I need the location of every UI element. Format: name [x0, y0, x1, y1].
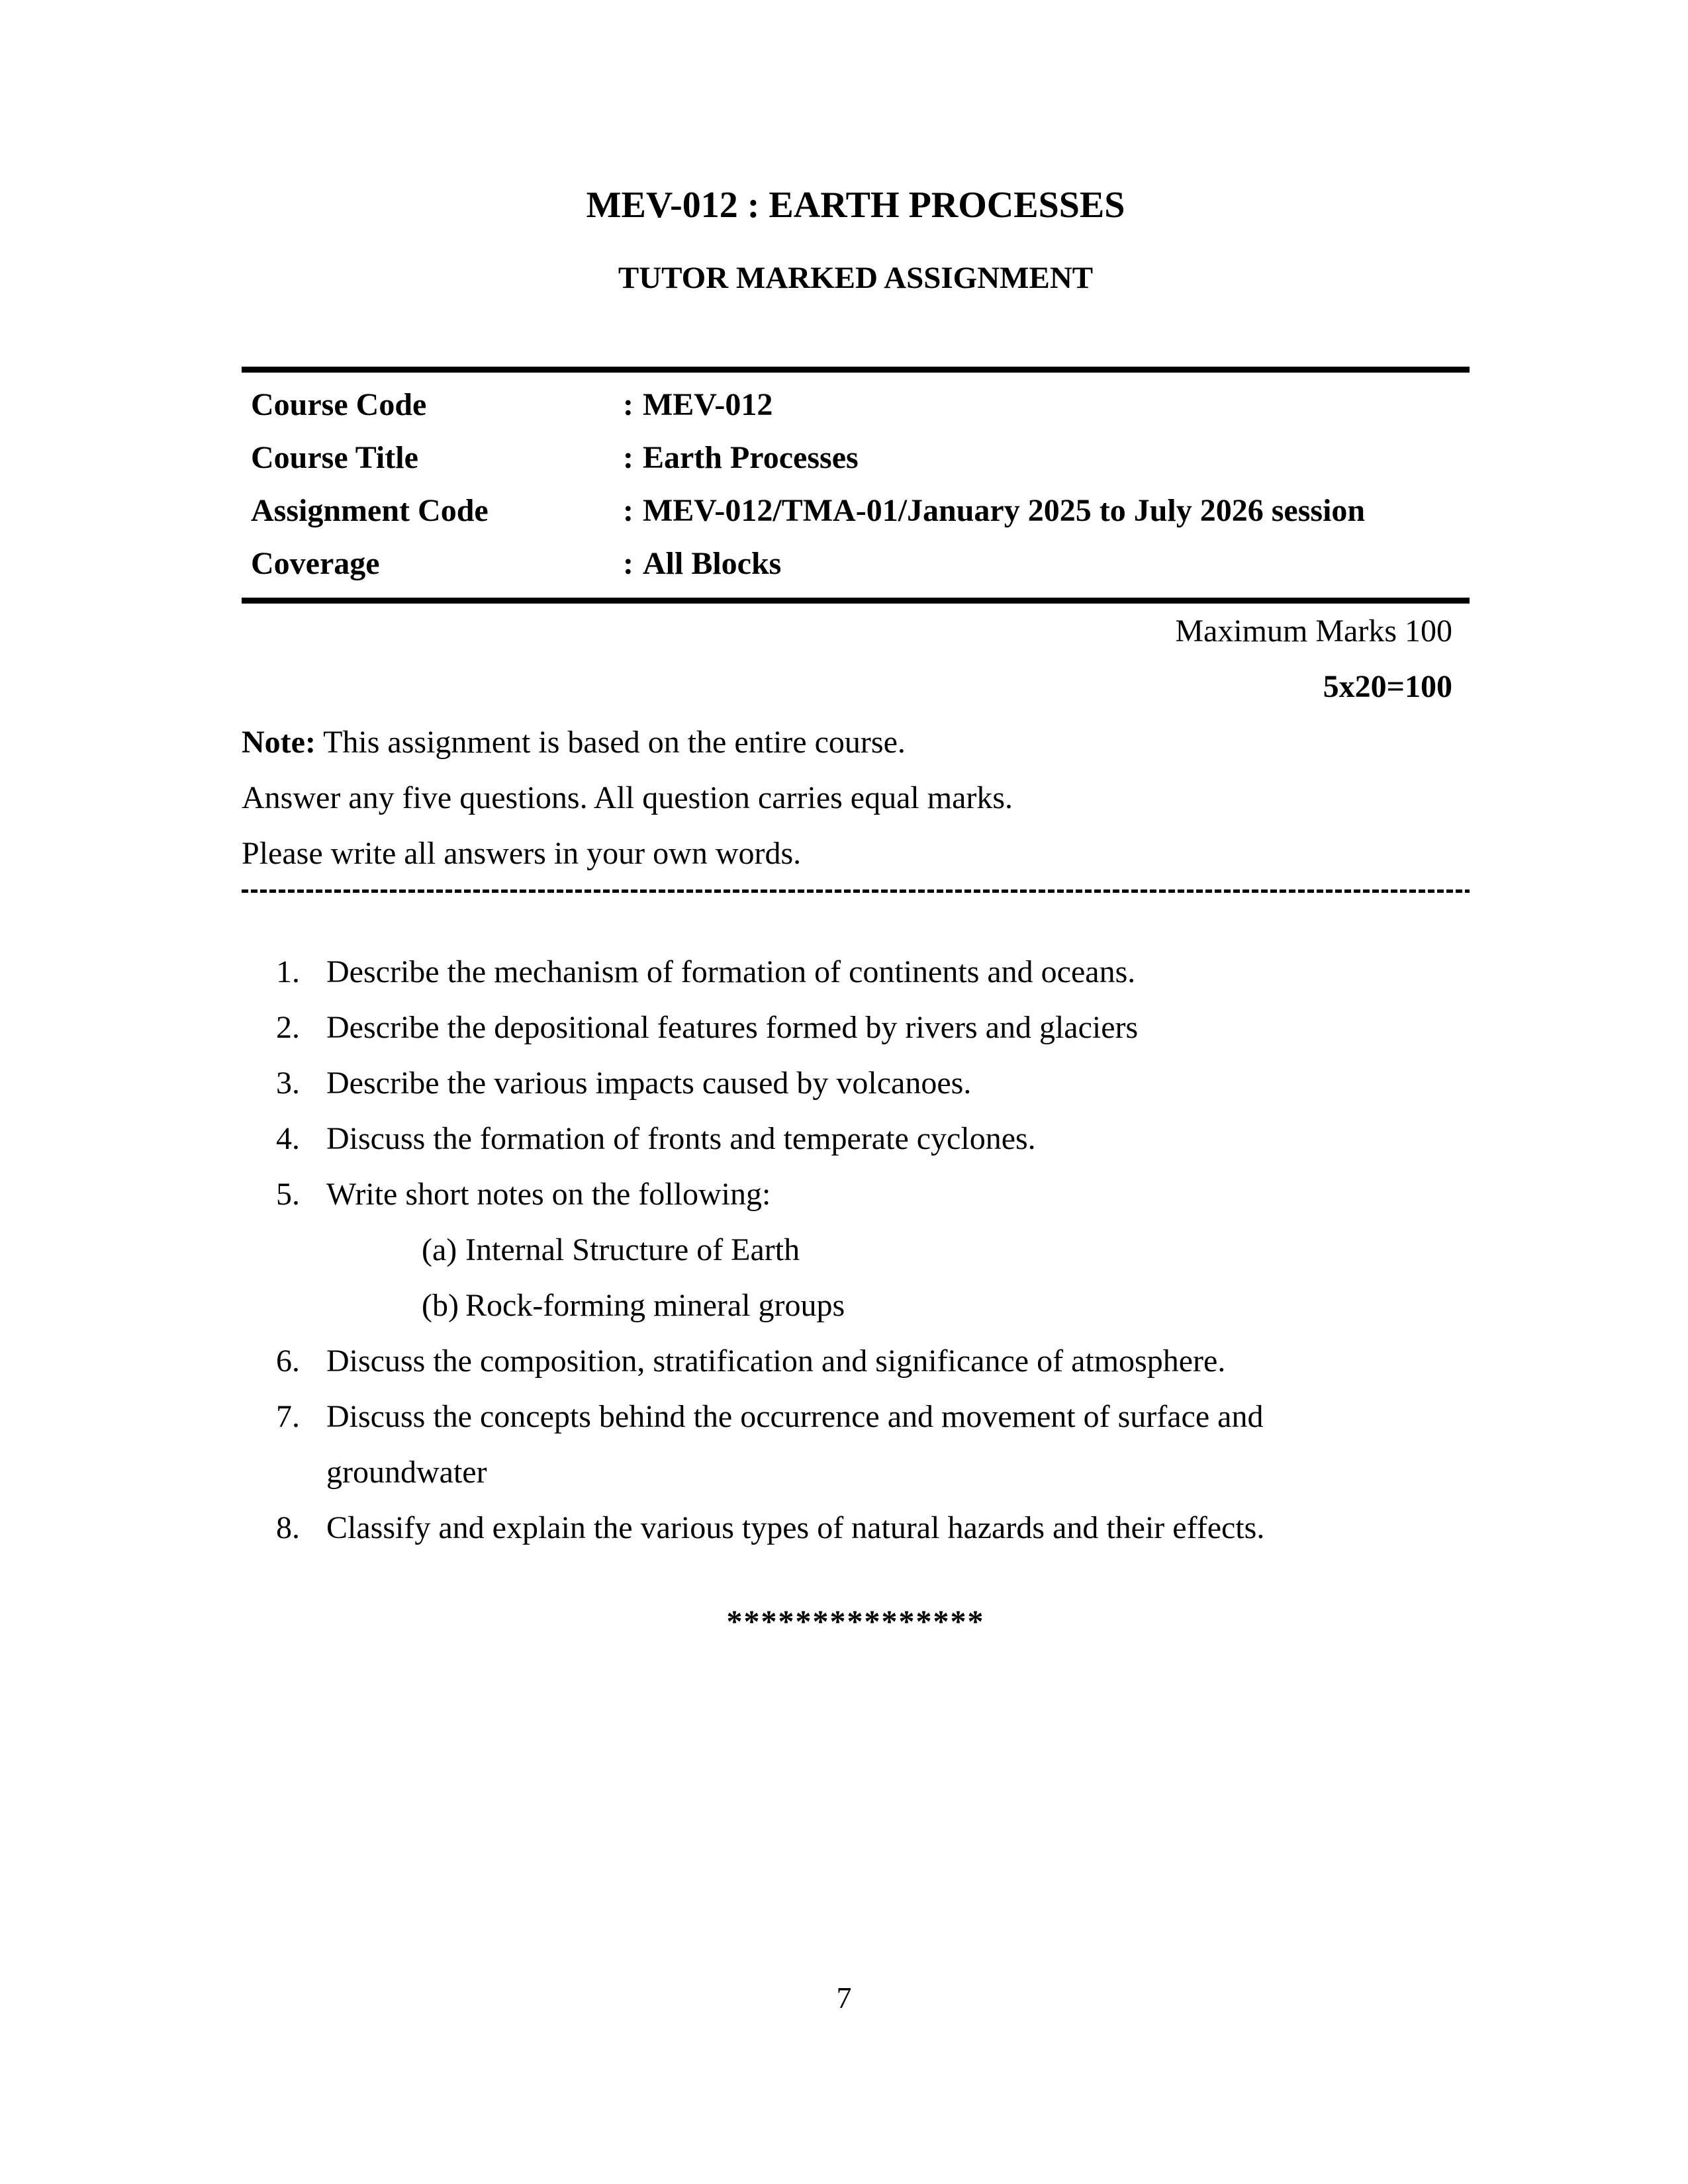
colon-separator: :	[623, 439, 633, 475]
question-1	[242, 944, 1470, 1000]
assignment-code-label: Assignment Code	[251, 492, 489, 528]
course-code-value: MEV-012	[642, 387, 773, 422]
note-line-2: Answer any five questions. All question carries equal marks.	[242, 780, 1013, 815]
colon-separator: :	[623, 492, 633, 528]
question-6	[242, 1334, 1470, 1389]
course-title-value: Earth Processes	[642, 439, 859, 475]
marks-scheme: 5x20=100	[1323, 669, 1452, 704]
question-2-text: Describe the depositional features formed by rivers and glaciers	[326, 1010, 1139, 1045]
note-label: Note:	[242, 725, 316, 760]
question-5-subitem-b	[422, 1278, 1470, 1334]
question-5-subitem-a	[422, 1222, 1470, 1278]
question-4-number: 4.	[276, 1121, 300, 1156]
table-row-coverage	[242, 537, 1470, 590]
end-asterisks: ***************	[726, 1604, 985, 1639]
subitem-a-marker: (a)	[422, 1232, 457, 1267]
question-1-number: 1.	[276, 954, 300, 989]
subitem-b-text: Rock-forming mineral groups	[465, 1288, 845, 1323]
question-8	[242, 1500, 1470, 1556]
question-5-text: Write short notes on the following:	[326, 1177, 771, 1212]
question-6-number: 6.	[276, 1343, 300, 1379]
table-row-assignment-code	[242, 484, 1470, 537]
question-2-number: 2.	[276, 1010, 300, 1045]
assignment-code-value: MEV-012/TMA-01/January 2025 to July 2026 session	[642, 492, 1366, 528]
maximum-marks: Maximum Marks 100	[1175, 614, 1452, 649]
question-5	[242, 1167, 1470, 1222]
note-line-3: Please write all answers in your own words.	[242, 836, 802, 871]
subitem-b-marker: (b)	[422, 1288, 459, 1323]
table-row-course-code	[242, 378, 1470, 431]
question-3-number: 3.	[276, 1066, 300, 1101]
question-8-text: Classify and explain the various types of natural hazards and their effects.	[326, 1510, 1265, 1545]
course-title-label: Course Title	[251, 439, 418, 475]
question-1-text: Describe the mechanism of formation of continents and oceans.	[326, 954, 1136, 989]
question-4-text: Discuss the formation of fronts and temperate cyclones.	[326, 1121, 1036, 1156]
question-7-number: 7.	[276, 1399, 300, 1434]
note-text: This assignment is based on the entire course.	[315, 725, 906, 760]
note-line-1	[242, 715, 1470, 770]
question-6-text: Discuss the composition, stratification and significance of atmosphere.	[326, 1343, 1226, 1379]
dashed-separator	[242, 889, 1470, 893]
coverage-value: All Blocks	[642, 545, 782, 581]
page-subtitle: TUTOR MARKED ASSIGNMENT	[618, 261, 1094, 295]
colon-separator: :	[623, 387, 633, 422]
question-3-text: Describe the various impacts caused by volcanoes.	[326, 1066, 972, 1101]
course-code-label: Course Code	[251, 387, 427, 422]
question-7	[242, 1389, 1470, 1500]
question-5-number: 5.	[276, 1177, 300, 1212]
table-row-course-title	[242, 431, 1470, 484]
question-3	[242, 1056, 1470, 1111]
question-4	[242, 1111, 1470, 1167]
question-2	[242, 1000, 1470, 1056]
course-info-table	[242, 367, 1470, 604]
question-list	[242, 944, 1470, 1556]
subitem-a-text: Internal Structure of Earth	[465, 1232, 800, 1267]
colon-separator: :	[623, 545, 633, 581]
question-7-text: Discuss the concepts behind the occurrence and movement of surface and groundwater	[326, 1399, 1264, 1490]
page-number: 7	[836, 1981, 852, 2015]
page-title: MEV-012 : EARTH PROCESSES	[586, 185, 1125, 226]
question-8-number: 8.	[276, 1510, 300, 1545]
coverage-label: Coverage	[251, 545, 380, 581]
